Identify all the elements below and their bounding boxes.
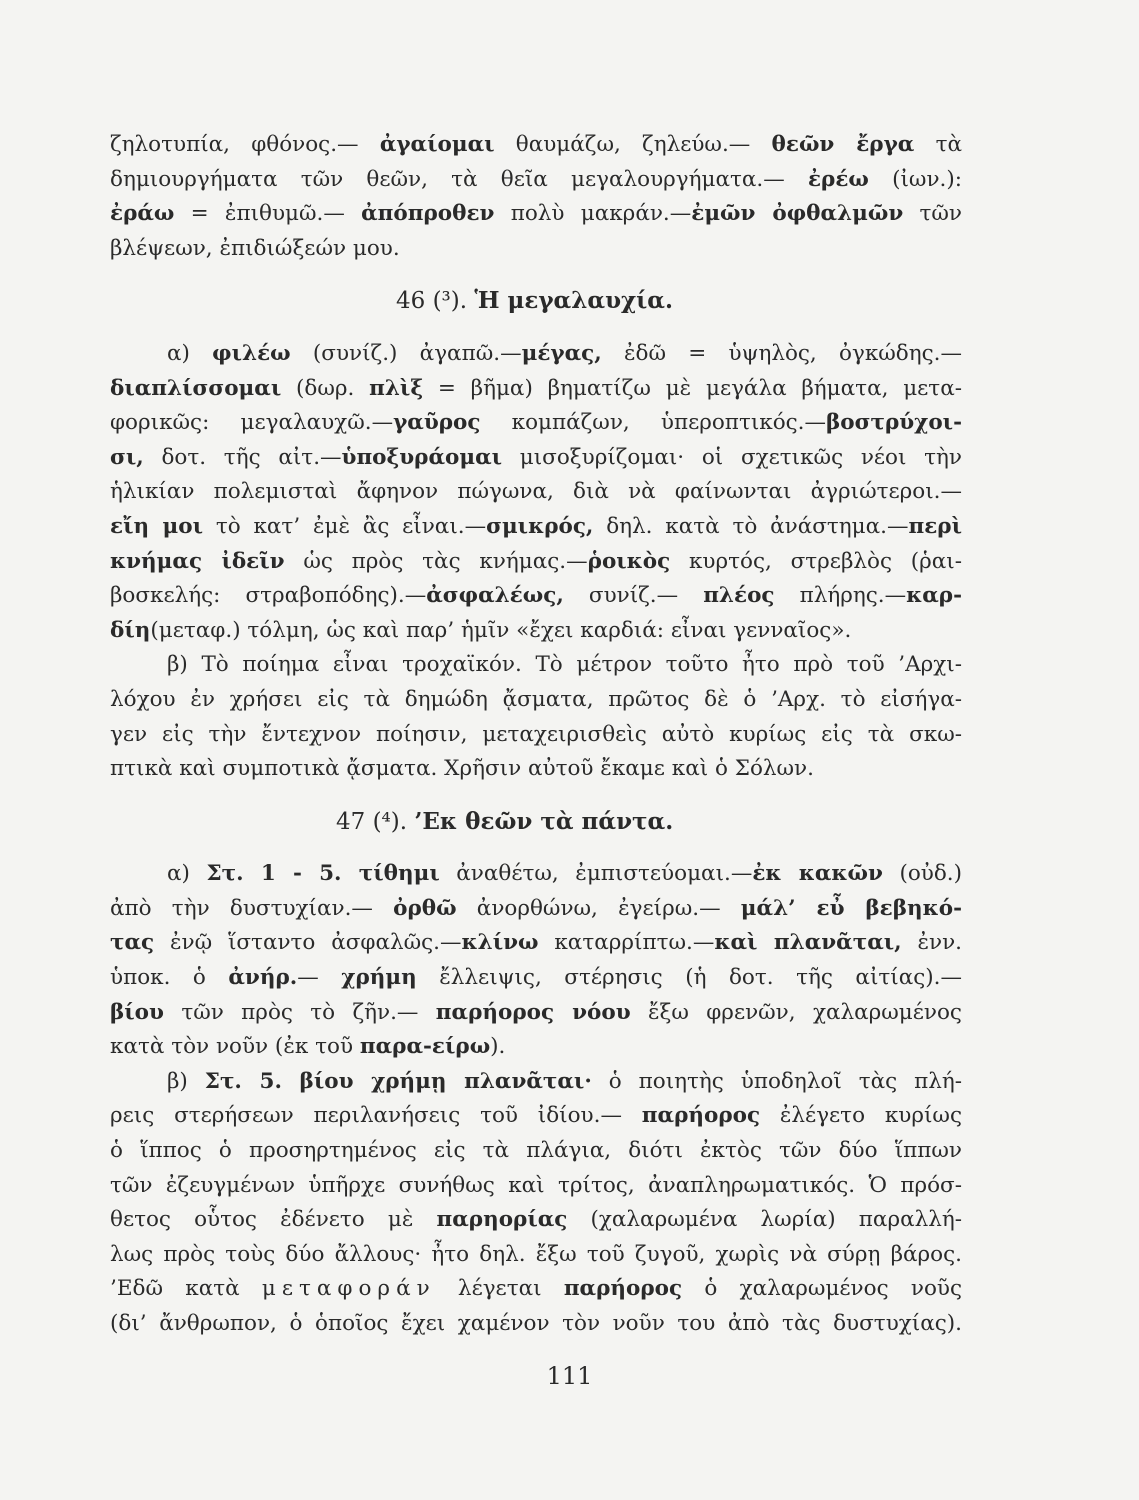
text-line: (δι’ ἄνθρωπον, ὁ ὁποῖος ἔχει χαμένον τὸν νοῦν του ἀπὸ τὰς δυστυχίας). <box>110 1311 962 1336</box>
text-line: σι, δοτ. τῆς αἰτ.—ὑποξυράομαι μισοξυρίζομαι· οἱ σχετικῶς νέοι τὴν <box>110 444 962 470</box>
section-heading-47: 47 (⁴). ’Εκ θεῶν τὰ πάντα. <box>336 807 674 835</box>
text-line: γεν εἰς τὴν ἔντεχνον ποίησιν, μεταχειρισθεὶς αὐτὸ κυρίως εἰς τὰ σκω- <box>110 721 962 747</box>
text-line: β) Τὸ ποίημα εἶναι τροχαϊκόν. Τὸ μέτρον τοῦτο ἦτο πρὸ τοῦ ’Αρχι- <box>167 652 962 678</box>
text-line: κνήμας ἰδεῖν ὡς πρὸς τὰς κνήμας.—ῥοικὸς κυρτός, στρεβλὸς (ῥαι- <box>110 548 962 574</box>
section-heading-46: 46 (³). Ἡ μεγαλαυχία. <box>396 287 673 315</box>
text-line: βίου τῶν πρὸς τὸ ζῆν.— παρήορος νόου ἔξω φρενῶν, χαλαρωμένος <box>110 999 962 1025</box>
text-line: ’Εδῶ κατὰ μεταφοράν λέγεται παρήορος ὁ χαλαρωμένος νοῦς <box>110 1276 963 1302</box>
text-line: βοσκελής: στραβοπόδης).—ἀσφαλέως, συνίζ.— πλέος πλήρης.—καρ- <box>110 583 962 609</box>
text-line: διαπλίσσομαι (δωρ. πλὶξ = βῆμα) βηματίζω μὲ μεγάλα βήματα, μετα- <box>110 375 962 401</box>
text-line: ἀπὸ τὴν δυστυχίαν.— ὀρθῶ ἀνορθώνω, ἐγείρω.— μάλ’ εὖ βεβηκό- <box>110 895 962 921</box>
text-line: ἡλικίαν πολεμισταὶ ἄφηνον πώγωνα, διὰ νὰ φαίνωνται ἀγριώτεροι.— <box>110 479 962 505</box>
text-line: εἴη μοι τὸ κατ’ ἐμὲ ἂς εἶναι.—σμικρός, δηλ. κατὰ τὸ ἀνάστημα.—περὶ <box>110 513 963 539</box>
page-body <box>110 128 962 1342</box>
text-line: λόχου ἐν χρήσει εἰς τὰ δημώδη ᾄσματα, πρῶτος δὲ ὁ ’Αρχ. τὸ εἰσήγα- <box>110 686 962 712</box>
text-line: α) Στ. 1 - 5. τίθημι ἀναθέτω, ἐμπιστεύομαι.—ἐκ κακῶν (οὐδ.) <box>167 861 963 887</box>
text-line: ρεις στερήσεων περιλανήσεις τοῦ ἰδίου.— παρήορος ἐλέγετο κυρίως <box>110 1103 962 1129</box>
text-line: ὁ ἵππος ὁ προσηρτημένος εἰς τὰ πλάγια, διότι ἐκτὸς τῶν δύο ἵππων <box>110 1138 962 1164</box>
text-line: κατὰ τὸν νοῦν (ἐκ τοῦ παρα-είρω). <box>110 1034 506 1060</box>
text-line: ἐράω = ἐπιθυμῶ.— ἀπόπροθεν πολὺ μακράν.—ἐμῶν ὀφθαλμῶν τῶν <box>110 201 962 227</box>
text-line: τας ἐνῷ ἵσταντο ἀσφαλῶς.—κλίνω καταρρίπτω.—καὶ πλανᾶται, ἐνν. <box>110 930 962 956</box>
page-number: 111 <box>546 1362 593 1390</box>
text-line: δημιουργήματα τῶν θεῶν, τὰ θεῖα μεγαλουργήματα.— ἐρέω (ἰων.): <box>110 166 962 192</box>
text-line: δίη(μεταφ.) τόλμη, ὡς καὶ παρ’ ἡμῖν «ἔχει καρδιά: εἶναι γενναῖος». <box>110 617 852 643</box>
text-line: ζηλοτυπία, φθόνος.— ἀγαίομαι θαυμάζω, ζηλεύω.— θεῶν ἔργα τὰ <box>110 132 963 157</box>
text-line: θετος οὗτος ἐδένετο μὲ παρηορίας (χαλαρωμένα λωρία) παραλλή- <box>110 1207 963 1233</box>
text-line: τῶν ἐζευγμένων ὑπῆρχε συνήθως καὶ τρίτος, ἀναπληρωματικός. Ὁ πρόσ- <box>110 1172 962 1198</box>
text-line: φορικῶς: μεγαλαυχῶ.—γαῦρος κομπάζων, ὑπεροπτικός.—βοστρύχοι- <box>110 410 962 436</box>
text-line: βλέψεων, ἐπιδιώξεών μου. <box>110 235 400 261</box>
text-line: α) φιλέω (συνίζ.) ἀγαπῶ.—μέγας, ἐδῶ = ὑψηλὸς, ὀγκώδης.— <box>167 340 962 366</box>
text-line: πτικὰ καὶ συμποτικὰ ᾄσματα. Χρῆσιν αὐτοῦ ἔκαμε καὶ ὁ Σόλων. <box>110 756 814 782</box>
text-line: ὑποκ. ὁ ἀνήρ.— χρήμη ἔλλειψις, στέρησις (ἡ δοτ. τῆς αἰτίας).— <box>110 965 962 991</box>
text-line: λως πρὸς τοὺς δύο ἄλλους· ἦτο δηλ. ἔξω τοῦ ζυγοῦ, χωρὶς νὰ σύρῃ βάρος. <box>110 1241 962 1267</box>
text-line: β) Στ. 5. βίου χρήμῃ πλανᾶται· ὁ ποιητὴς ὑποδηλοῖ τὰς πλή- <box>167 1068 962 1094</box>
